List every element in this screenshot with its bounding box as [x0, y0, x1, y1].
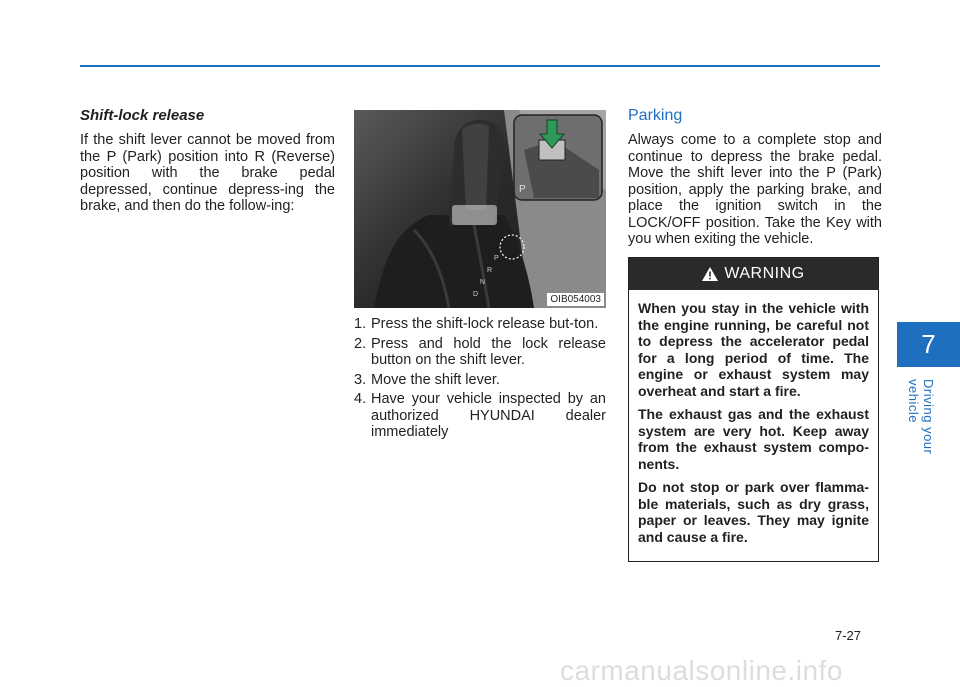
- steps-list: [354, 316, 606, 441]
- gear-letter: P: [494, 255, 499, 262]
- parking-section: [628, 107, 882, 248]
- chapter-name: Driving your vehicle: [906, 379, 936, 455]
- step-number: 1.: [354, 316, 367, 332]
- warning-paragraph: When you stay in the vehicle with the engine running, be careful not to depress the accelerator pedal for a long period of time. The engine or exhaust system may overheat and start a fire.: [638, 300, 869, 399]
- warning-paragraph: Do not stop or park over flamma-ble materials, such as dry grass, paper or leaves. They may ignite and cause a fire.: [638, 479, 869, 545]
- section-body: If the shift lever cannot be moved from the P (Park) position into R (Reverse) position with the brake pedal depressed, continue depress-ing the brake, and then do the follow-ing:: [80, 132, 335, 214]
- knob-trim: [452, 205, 497, 225]
- shift-boot: [374, 215, 534, 308]
- watermark: carmanualsonline.info: [560, 655, 843, 686]
- step-text: Press and hold the lock release button on the shift lever.: [371, 335, 606, 368]
- shift-lock-steps: [354, 110, 606, 444]
- gear-letter: R: [487, 267, 493, 274]
- photo-code: OIB054003: [547, 293, 604, 306]
- warning-heading: WARNING: [724, 265, 805, 282]
- knob-highlight: [462, 124, 489, 210]
- step-number: 2.: [354, 335, 367, 352]
- warning-body: [629, 290, 878, 545]
- step-text: Have your vehicle inspected by an authorized HYUNDAI dealer immediately: [371, 391, 606, 440]
- section-body: Always come to a complete stop and continue to depress the brake pedal. Move the shift lever into the P (Park) position, apply the parking brake, and place the ignition switch in the LOCK/OFF position. Take the Key with you when exiting the vehicle.: [628, 132, 882, 247]
- inset-gear-letter: P: [519, 184, 526, 195]
- page-number: 7-27: [835, 628, 862, 643]
- warning-header: [629, 258, 878, 290]
- header-rule: [80, 65, 880, 67]
- list-item: [354, 391, 606, 441]
- section-title: Shift-lock release: [80, 107, 205, 124]
- step-number: 4.: [354, 391, 367, 407]
- shift-lever-photo: [354, 110, 606, 308]
- warning-box: [628, 257, 879, 562]
- warning-paragraph: The exhaust gas and the exhaust system are very hot. Keep away from the exhaust system compo-nents.: [638, 406, 869, 472]
- warning-triangle-icon: [702, 267, 718, 281]
- section-title: Parking: [628, 107, 683, 124]
- gear-letter: N: [480, 279, 486, 286]
- list-item: [354, 336, 606, 369]
- step-number: 3.: [354, 371, 367, 388]
- step-text: Press the shift-lock release but-ton.: [371, 316, 599, 332]
- step-text: Move the shift lever.: [371, 371, 500, 388]
- shift-lock-section: [80, 107, 335, 215]
- shift-lever-illustration: [354, 110, 606, 308]
- list-item: [354, 316, 606, 333]
- gear-letter: D: [473, 291, 479, 298]
- list-item: [354, 372, 606, 389]
- chapter-tab: 7: [897, 322, 960, 367]
